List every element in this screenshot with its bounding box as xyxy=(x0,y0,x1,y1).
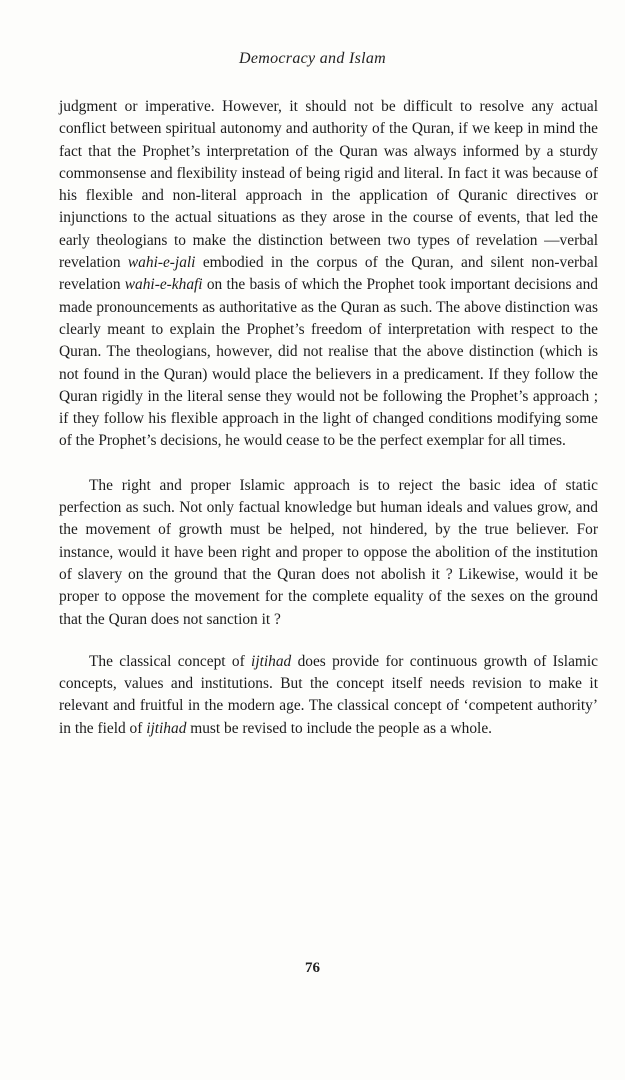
running-title: Democracy and Islam xyxy=(239,50,386,67)
text-run: embodied in the corpus of the Quran, and silent non-verbal revelation xyxy=(59,254,598,294)
paragraph-1 xyxy=(59,96,598,453)
italic-term: wahi-e-khafi xyxy=(124,276,203,294)
paragraph-gap xyxy=(59,453,598,475)
text-run: The classical concept of xyxy=(89,652,252,670)
text-run: The right and proper Islamic approach is to reject the basic idea of static perfection as such. Not only factual knowledge but human ideals and values grow, and the movement of growth must be helped, not hindered, by the true believer. For instance, would it have been right and proper to oppose the abolition of the institution of slavery on the ground that the Quran does not abolish it ? Likewise, would it be proper to oppose the movement for the complete equality of the sexes on the ground that the Quran does not sanction it ? xyxy=(59,476,598,628)
text-run: must be revised to include the people as a whole. xyxy=(186,719,492,737)
text-run: on the basis of which the Prophet took important decisions and made pronouncements as authoritative as the Quran as such. The above distinction was clearly meant to explain the Prophet’s freedom of interpretation with respect to the Quran. The theologians, however, did not realise that the above distinction (which is not found in the Quran) would place the believers in a predicament. If they follow the Quran rigidly in the literal sense they would not be following the Prophet’s approach ; if they follow his flexible approach in the light of changed conditions modifying some of the Prophet’s decisions, he would cease to be the perfect exemplar for all times. xyxy=(59,276,598,450)
paragraph-gap xyxy=(59,631,598,651)
text-run: judgment or imperative. However, it should not be difficult to resolve any actual conflict between spiritual autonomy and authority of the Quran, if we keep in mind the fact that the Prophet’s interpretation of the Quran was always informed by a sturdy commonsense and flexibility instead of being rigid and literal. In fact it was because of his flexible and non-literal approach in the application of Quranic directives or injunctions to the actual situations as they arose in the course of events, that led the early theologians to make the distinction between two types of revelation —verbal revelation xyxy=(59,98,598,272)
italic-term: ijtihad xyxy=(251,652,292,670)
page-number: 76 xyxy=(305,960,320,976)
body-text xyxy=(59,96,598,740)
text-run: does provide for continuous growth of Islamic concepts, values and institutions. But the concept itself needs revision to make it relevant and fruitful in the modern age. The classical concept of ‘competent authority’ in the field of xyxy=(59,652,598,737)
italic-term: wahi-e-jali xyxy=(127,254,196,272)
paragraph-2 xyxy=(59,475,598,631)
paragraph-3 xyxy=(59,651,598,740)
italic-term: ijtihad xyxy=(146,719,187,737)
